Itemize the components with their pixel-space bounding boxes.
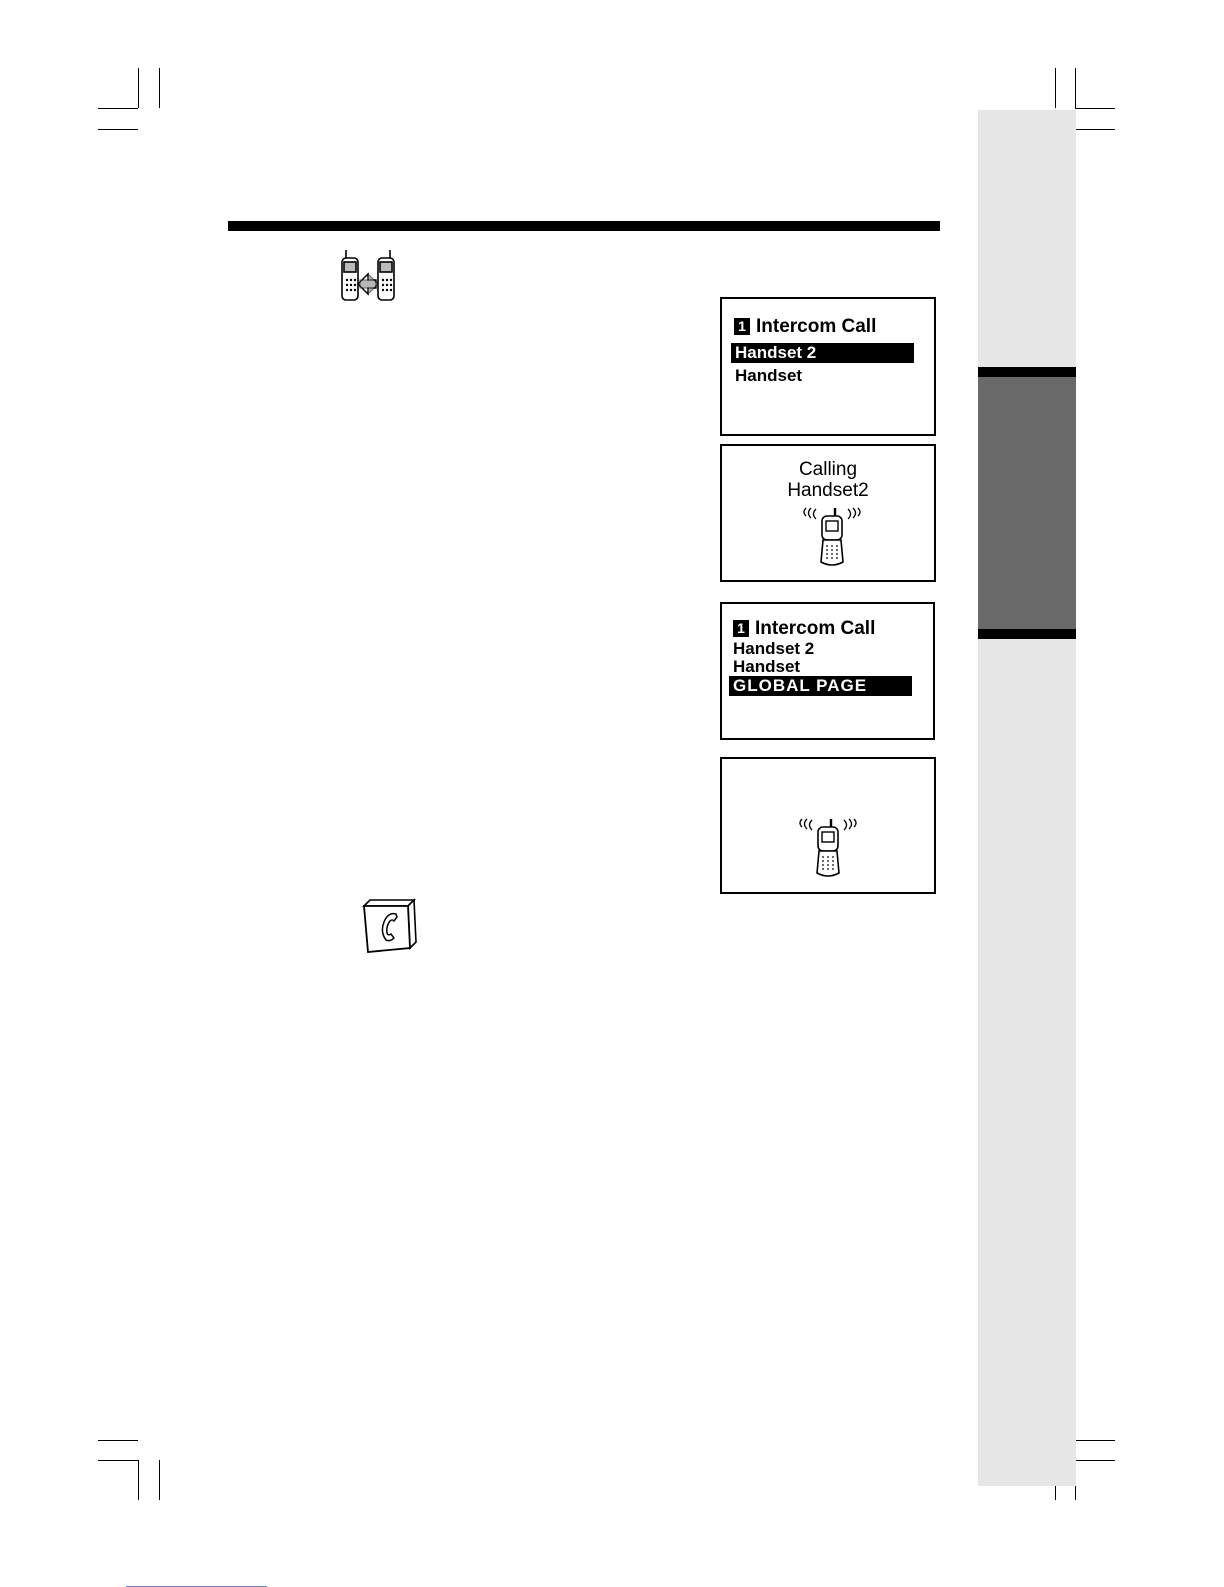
section-tab-strip	[978, 110, 1076, 1486]
menu-number-badge: 1	[733, 620, 749, 637]
lcd-screen-intercom-menu	[720, 297, 936, 436]
menu-item-selected[interactable]: Handset 2	[731, 343, 914, 363]
crop-mark	[138, 1460, 139, 1500]
calling-target: Handset2	[787, 480, 869, 501]
crop-mark	[159, 1460, 160, 1500]
section-tab-bottom-bar	[978, 629, 1076, 639]
crop-mark	[98, 108, 138, 109]
crop-mark	[1075, 1440, 1115, 1441]
talk-key-icon	[360, 896, 420, 956]
crop-mark	[98, 1460, 138, 1461]
crop-mark	[138, 68, 139, 108]
lcd-title	[733, 618, 875, 640]
ringing-handset-icon	[798, 506, 866, 572]
lcd-screen-global-page-menu	[720, 602, 935, 740]
lcd-title	[734, 316, 876, 338]
lcd-title-text: Intercom Call	[755, 618, 876, 639]
two-handsets-intercom-icon	[338, 248, 398, 304]
crop-mark	[98, 129, 138, 130]
menu-item[interactable]: Handset	[733, 657, 801, 676]
crop-mark	[98, 1440, 138, 1441]
section-tab-top-bar	[978, 367, 1076, 377]
lcd-screen-calling	[720, 444, 936, 582]
lcd-title-text: Intercom Call	[756, 316, 877, 337]
section-tab-active	[978, 377, 1076, 629]
menu-item[interactable]: Handset 2	[733, 639, 815, 658]
crop-mark	[1075, 108, 1115, 109]
menu-item-selected[interactable]: GLOBAL PAGE	[729, 676, 912, 696]
crop-mark	[1075, 1460, 1115, 1461]
menu-number-badge: 1	[734, 318, 750, 335]
calling-status: Calling	[798, 459, 858, 480]
crop-mark	[1075, 68, 1076, 108]
ringing-handset-icon	[794, 817, 862, 883]
crop-mark	[1055, 68, 1056, 108]
crop-mark	[1075, 129, 1115, 130]
menu-item[interactable]: Handset	[735, 366, 803, 385]
section-header-rule	[228, 221, 940, 231]
crop-mark	[159, 68, 160, 108]
lcd-screen-paging	[720, 757, 936, 894]
